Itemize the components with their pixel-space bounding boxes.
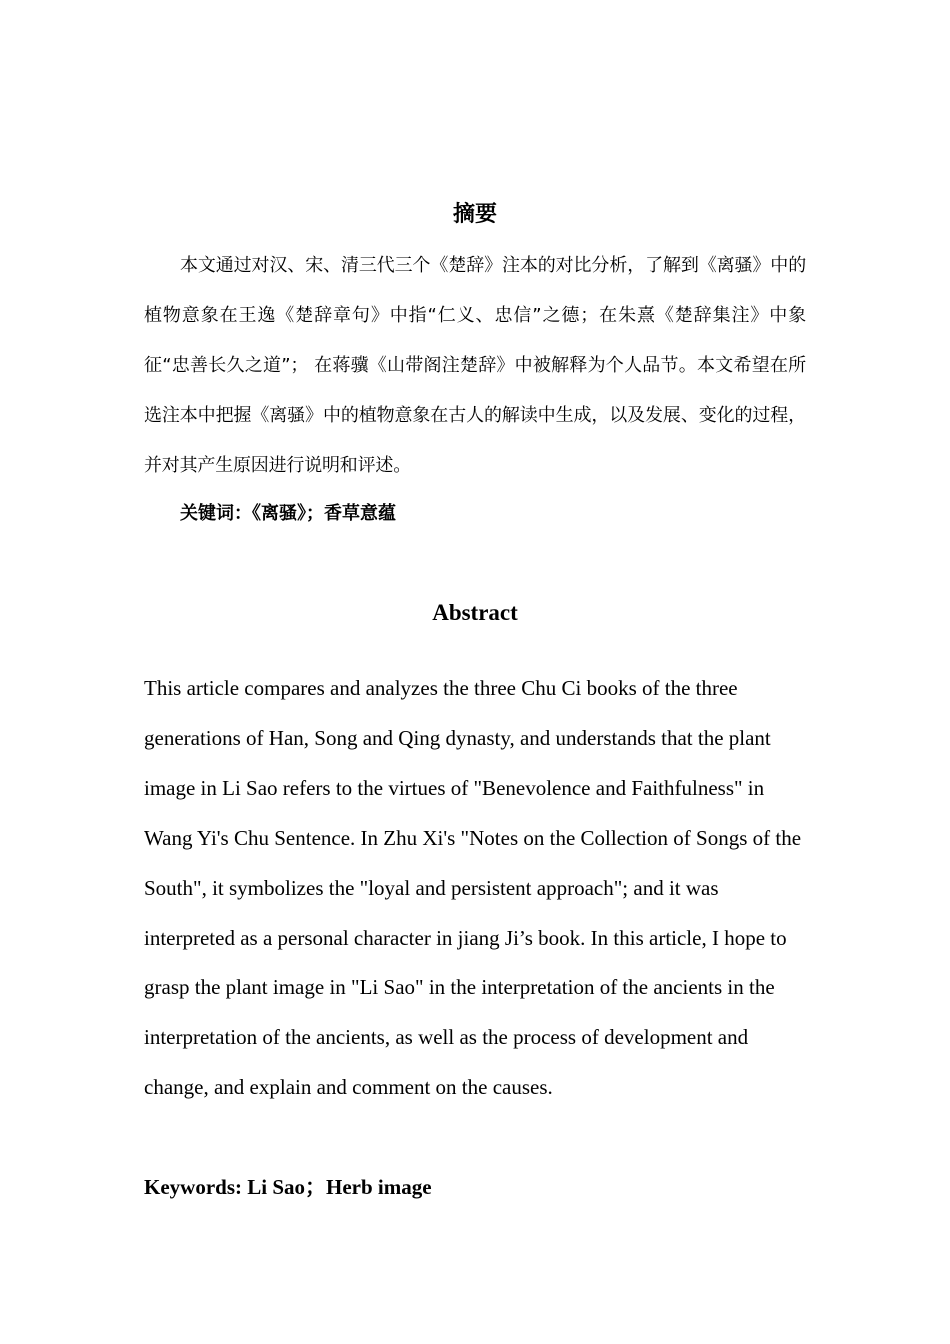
english-abstract-body: This article compares and analyzes the three Chu Ci books of the three generations of Han, Song and Qing dynasty, and understands that the plant image in Li Sao refers to the virtues of "Benevolence and Faithfulness" in Wang Yi's Chu Sentence. In Zhu Xi's "Notes on the Collection of Songs of the South", it symbolizes the "loyal and persistent approach"; and it was interpreted as a personal character in jiang Ji’s book. In this article, I hope to grasp the plant image in "Li Sao" in the interpretation of the ancients in the interpretation of the ancients, as well as the process of development and change, and explain and comment on the causes. bbox=[144, 676, 802, 1100]
english-abstract-title: Abstract bbox=[432, 600, 518, 625]
chinese-keywords: 关键词：《离骚》；香草意蕴 bbox=[180, 503, 396, 524]
english-keywords: Keywords: Li Sao；Herb image bbox=[144, 1175, 432, 1199]
chinese-abstract-title: 摘要 bbox=[452, 202, 497, 227]
chinese-abstract-body: 本文通过对汉、宋、清三代三个《楚辞》注本的对比分析，了解到《离骚》中的植物意象在王逸《楚辞章句》中指“仁义、忠信”之德；在朱熹《楚辞集注》中象征“忠善长久之道”； 在蒋骥《山带阁注楚辞》中被解释为个人品节。本文希望在所选注本中把握《离骚》中的植物意象在古人的解读中生成，以及发展、变化的过程，并对其产生原因进行说明和评述。 bbox=[144, 255, 806, 476]
